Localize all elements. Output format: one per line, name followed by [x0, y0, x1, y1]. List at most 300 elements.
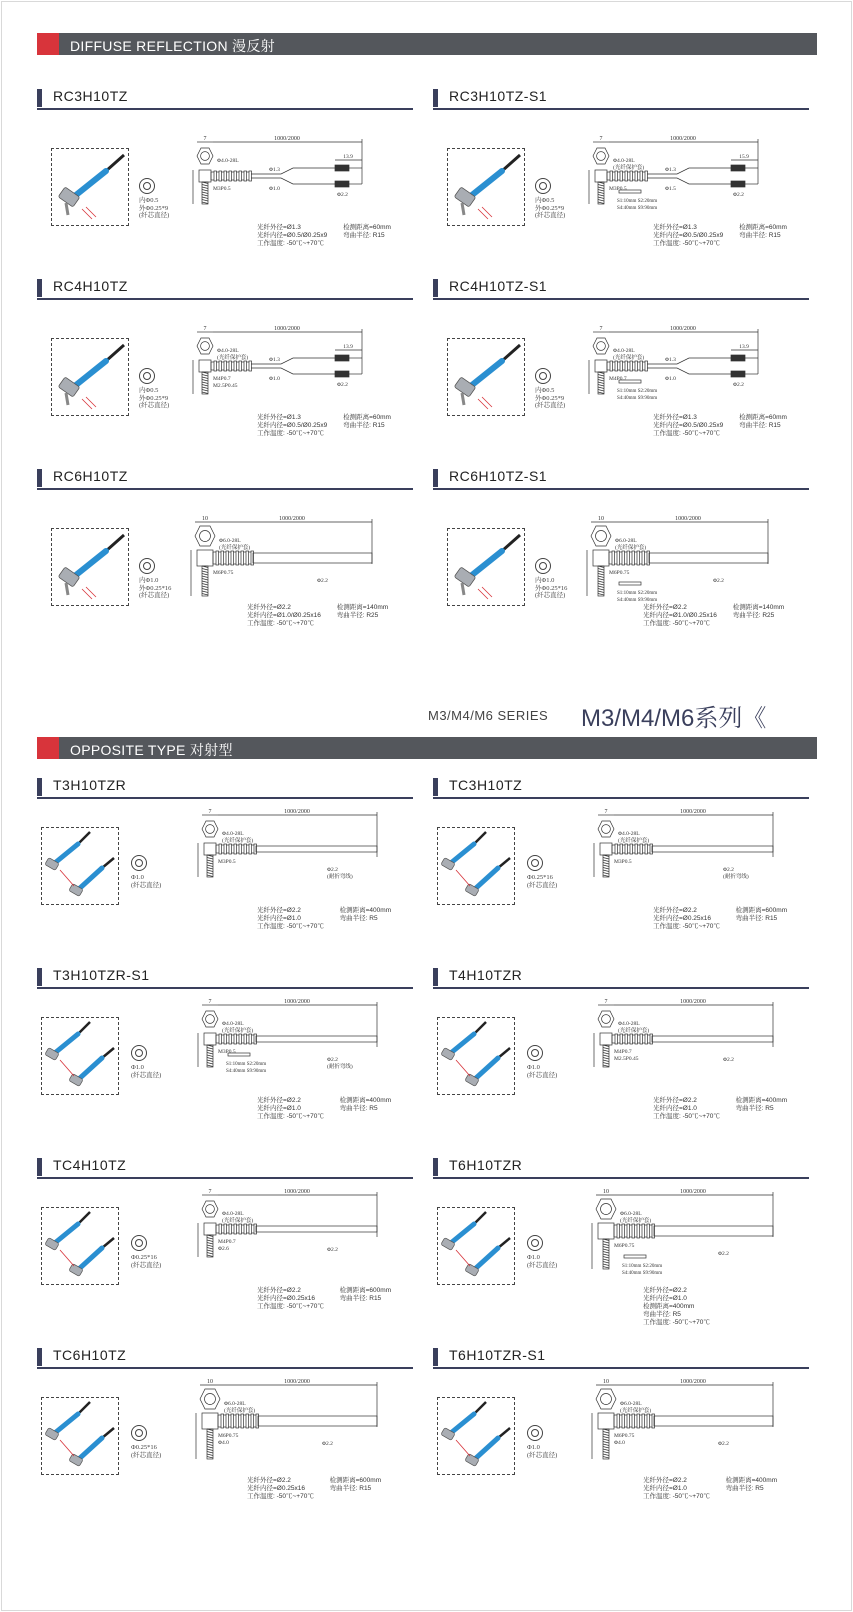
core-label: Φ1.0 (纤芯直径): [527, 1444, 558, 1459]
svg-text:13.9: 13.9: [343, 344, 353, 350]
product-header: [433, 1155, 809, 1179]
product-photo: [437, 1397, 515, 1475]
header-tick: [433, 279, 438, 297]
core-section-icon: [131, 1045, 147, 1061]
svg-text:M6P0.75: M6P0.75: [218, 1433, 239, 1439]
svg-text:7: 7: [203, 326, 207, 332]
product-photo: [41, 1397, 119, 1475]
core-section-icon: [527, 1235, 543, 1251]
spec-right: [337, 604, 388, 620]
dimension-drawing: [192, 807, 392, 922]
section-accent: [37, 33, 59, 55]
svg-text:Φ4.0: Φ4.0: [614, 1440, 625, 1446]
spec-item: 光纤内径=Ø1.0: [643, 1485, 687, 1492]
spec-right: [733, 604, 784, 620]
product-header: [37, 276, 413, 300]
core-diagram: [527, 1045, 587, 1079]
spec-item: 光纤外径=Ø2.2: [247, 604, 291, 611]
spec-right: [739, 414, 787, 430]
spec-block: [257, 907, 391, 931]
svg-text:Φ2.2: Φ2.2: [718, 1441, 729, 1447]
spec-right: [343, 224, 391, 240]
svg-text:7: 7: [208, 999, 212, 1005]
svg-text:S1:10mm S2:20mm: S1:10mm S2:20mm: [617, 591, 658, 596]
core-section-icon: [139, 178, 155, 194]
spec-item: 工作温度: -50℃~+70℃: [257, 1113, 324, 1120]
spec-item: 光纤外径=Ø2.2: [257, 1287, 301, 1294]
spec-item: 弯曲半径: R15: [739, 232, 781, 239]
spec-item: 光纤外径=Ø2.2: [653, 907, 697, 914]
spec-item: 弯曲半径: R15: [735, 915, 778, 922]
product-header: [37, 86, 413, 110]
header-tick: [37, 1158, 42, 1176]
svg-text:Φ2.2: Φ2.2: [322, 1441, 333, 1447]
product-card: [433, 466, 809, 627]
svg-text:(光纤保护套): (光纤保护套): [620, 1408, 652, 1414]
svg-text:S4:40mm S9:90mm: S4:40mm S9:90mm: [617, 206, 658, 211]
svg-text:Φ2.2: Φ2.2: [337, 192, 348, 198]
core-diagram: [527, 1425, 587, 1459]
svg-text:Φ4.0-28L: Φ4.0-28L: [618, 831, 640, 837]
svg-text:7: 7: [203, 136, 207, 142]
spec-item: 工作温度: -50℃~+70℃: [257, 923, 324, 930]
dimension-drawing: [588, 1377, 788, 1492]
svg-text:Φ2.2: Φ2.2: [733, 382, 744, 388]
spec-item: 光纤外径=Ø1.3: [257, 224, 301, 231]
svg-text:Φ1.0: Φ1.0: [269, 186, 280, 192]
series-banner: [428, 698, 818, 732]
spec-left: [653, 414, 723, 438]
spec-item: 光纤外径=Ø2.2: [643, 1477, 687, 1484]
svg-text:(光纤保护套): (光纤保护套): [222, 1218, 254, 1224]
svg-text:M3P0.5: M3P0.5: [609, 186, 627, 192]
header-tick: [37, 1348, 42, 1366]
spec-block: [257, 414, 391, 438]
core-label: Φ1.0 (纤芯直径): [131, 874, 162, 889]
product-card: [37, 965, 413, 1120]
svg-text:1000/2000: 1000/2000: [284, 1379, 310, 1385]
svg-text:Φ4.0-28L: Φ4.0-28L: [217, 158, 239, 164]
product-model: RC3H10TZ: [53, 88, 128, 104]
svg-text:S4:40mm S9:90mm: S4:40mm S9:90mm: [617, 396, 658, 401]
header-tick: [433, 1158, 438, 1176]
core-label: Φ1.0 (纤芯直径): [527, 1064, 558, 1079]
svg-text:1000/2000: 1000/2000: [284, 999, 310, 1005]
product-photo: [41, 1017, 119, 1095]
product-header: [433, 276, 809, 300]
svg-text:Φ1.0: Φ1.0: [269, 376, 280, 382]
spec-block: [247, 604, 388, 628]
spec-item: 检测距离=600mm: [339, 1287, 392, 1294]
svg-text:S1:10mm S2:20mm: S1:10mm S2:20mm: [617, 199, 658, 204]
spec-block: [653, 224, 787, 248]
svg-text:(光纤保护套): (光纤保护套): [613, 165, 645, 171]
svg-text:M3P0.5: M3P0.5: [213, 186, 231, 192]
svg-text:S4:40mm S9:90mm: S4:40mm S9:90mm: [622, 1271, 663, 1276]
spec-left: [257, 1287, 324, 1311]
svg-text:7: 7: [208, 1189, 212, 1195]
spec-item: 光纤内径=Ø0.25x16: [247, 1485, 305, 1492]
svg-text:10: 10: [603, 1379, 609, 1385]
svg-text:(光纤保护套): (光纤保护套): [618, 1028, 650, 1034]
svg-text:Φ2.2: Φ2.2: [713, 578, 724, 584]
spec-item: 弯曲半径: R5: [339, 1105, 378, 1112]
section-opposite-header: [37, 737, 817, 759]
core-section-icon: [131, 855, 147, 871]
core-label: Φ0.25*16 (纤芯直径): [131, 1444, 162, 1459]
svg-text:1000/2000: 1000/2000: [680, 999, 706, 1005]
product-header: [433, 1345, 809, 1369]
product-card: [433, 86, 809, 247]
svg-text:Φ4.0-28L: Φ4.0-28L: [217, 348, 239, 354]
svg-text:(光纤保护套): (光纤保护套): [613, 355, 645, 361]
svg-text:Φ2.2: Φ2.2: [327, 867, 338, 873]
spec-item: 光纤内径=Ø1.0/Ø0.25x16: [643, 612, 717, 619]
product-header: [37, 965, 413, 989]
spec-block: [257, 1097, 391, 1121]
svg-text:Φ1.0: Φ1.0: [665, 376, 676, 382]
core-diagram: [131, 1235, 191, 1269]
spec-item: 检测距离=60mm: [343, 224, 391, 231]
spec-item: 检测距离=600mm: [735, 907, 788, 914]
svg-text:Φ6.0-28L: Φ6.0-28L: [620, 1211, 642, 1217]
spec-item: 检测距离=140mm: [336, 604, 389, 611]
core-label: 内Φ0.5 外Φ0.25*9 (纤芯直径): [139, 387, 170, 409]
spec-right: [739, 224, 787, 240]
svg-text:Φ2.2: Φ2.2: [317, 578, 328, 584]
svg-text:1000/2000: 1000/2000: [675, 516, 701, 522]
product-card: [433, 965, 809, 1120]
product-header: [37, 1345, 413, 1369]
spec-right: [736, 907, 787, 923]
svg-text:(光纤保护套): (光纤保护套): [618, 838, 650, 844]
header-tick: [433, 89, 438, 107]
core-diagram: [131, 1045, 191, 1079]
svg-text:M4P0.7: M4P0.7: [218, 1239, 236, 1245]
product-card: [37, 86, 413, 247]
svg-text:(光纤保护套): (光纤保护套): [222, 1028, 254, 1034]
core-label: 内Φ0.5 外Φ0.25*9 (纤芯直径): [535, 197, 566, 219]
spec-right: [343, 414, 391, 430]
section-title: OPPOSITE TYPE 对射型: [70, 742, 233, 758]
spec-item: 光纤外径=Ø2.2: [257, 907, 301, 914]
product-photo: [41, 1207, 119, 1285]
spec-item: 弯曲半径: R15: [329, 1485, 372, 1492]
svg-text:Φ4.0-28L: Φ4.0-28L: [222, 1021, 244, 1027]
svg-text:13.9: 13.9: [343, 154, 353, 160]
spec-item: 光纤内径=Ø1.0: [643, 1295, 687, 1302]
spec-item: 弯曲半径: R25: [336, 612, 379, 619]
spec-item: 光纤内径=Ø0.25x16: [257, 1295, 315, 1302]
spec-item: 工作温度: -50℃~+70℃: [653, 240, 720, 247]
spec-item: 光纤外径=Ø1.3: [653, 224, 697, 231]
spec-right: [340, 1287, 391, 1303]
spec-left: [643, 1287, 710, 1327]
core-section-icon: [139, 558, 155, 574]
spec-item: 工作温度: -50℃~+70℃: [247, 620, 314, 627]
spec-item: 光纤外径=Ø2.2: [257, 1097, 301, 1104]
product-model: RC3H10TZ-S1: [449, 88, 548, 104]
svg-text:(光纤保护套): (光纤保护套): [224, 1408, 256, 1414]
product-model: RC6H10TZ: [53, 468, 128, 484]
spec-left: [257, 224, 327, 248]
product-card: [433, 1155, 809, 1326]
header-tick: [37, 89, 42, 107]
svg-text:13.9: 13.9: [739, 344, 749, 350]
spec-item: 光纤内径=Ø0.5/Ø0.25x9: [653, 232, 724, 239]
spec-item: 检测距离=400mm: [339, 1097, 392, 1104]
spec-item: 弯曲半径: R25: [732, 612, 775, 619]
svg-text:1000/2000: 1000/2000: [284, 1189, 310, 1195]
svg-text:Φ1.3: Φ1.3: [665, 167, 676, 173]
product-photo: [41, 827, 119, 905]
header-tick: [433, 1348, 438, 1366]
spec-item: 检测距离=60mm: [739, 414, 787, 421]
header-tick: [37, 469, 42, 487]
svg-text:1000/2000: 1000/2000: [680, 1379, 706, 1385]
section-diffuse-header: [37, 33, 817, 55]
spec-item: 检测距离=60mm: [343, 414, 391, 421]
spec-item: 检测距离=400mm: [643, 1303, 695, 1310]
core-section-icon: [131, 1425, 147, 1441]
svg-text:(光纤保护套): (光纤保护套): [615, 545, 647, 551]
spec-item: 光纤外径=Ø2.2: [247, 1477, 291, 1484]
svg-text:Φ4.0: Φ4.0: [218, 1440, 229, 1446]
svg-text:M3P0.5: M3P0.5: [614, 859, 632, 865]
spec-left: [643, 604, 717, 628]
svg-text:M2.5P0.45: M2.5P0.45: [213, 383, 238, 389]
core-label: Φ0.25*16 (纤芯直径): [131, 1254, 162, 1269]
svg-text:Φ4.0-28L: Φ4.0-28L: [222, 831, 244, 837]
product-header: [37, 775, 413, 799]
product-model: T6H10TZR-S1: [449, 1347, 546, 1363]
header-tick: [433, 469, 438, 487]
svg-text:Φ2.2: Φ2.2: [337, 382, 348, 388]
product-model: TC3H10TZ: [449, 777, 523, 793]
spec-item: 光纤内径=Ø1.0: [653, 1105, 697, 1112]
spec-block: [247, 1477, 381, 1501]
spec-right: [340, 907, 391, 923]
core-section-icon: [527, 855, 543, 871]
svg-text:1000/2000: 1000/2000: [274, 136, 300, 142]
product-card: [433, 1345, 809, 1500]
svg-text:M3P0.5: M3P0.5: [218, 1049, 236, 1055]
svg-text:S4:40mm S9:90mm: S4:40mm S9:90mm: [226, 1069, 267, 1074]
core-label: Φ1.0 (纤芯直径): [527, 1254, 558, 1269]
svg-text:M3P0.5: M3P0.5: [218, 859, 236, 865]
spec-right: [340, 1097, 391, 1113]
svg-text:(耐折弯线): (耐折弯线): [723, 874, 749, 880]
svg-text:15.9: 15.9: [739, 154, 749, 160]
spec-item: 弯曲半径: R5: [339, 915, 378, 922]
core-label: 内Φ1.0 外Φ0.25*16 (纤芯直径): [139, 577, 172, 599]
product-photo: [447, 148, 525, 226]
product-photo: [447, 338, 525, 416]
spec-item: 弯曲半径: R5: [725, 1485, 764, 1492]
header-tick: [37, 968, 42, 986]
svg-text:M4P0.7: M4P0.7: [213, 376, 231, 382]
product-model: RC4H10TZ-S1: [449, 278, 548, 294]
spec-item: 光纤内径=Ø0.5/Ø0.25x9: [257, 232, 328, 239]
svg-text:M4P0.7: M4P0.7: [614, 1049, 632, 1055]
core-section-icon: [527, 1045, 543, 1061]
spec-item: 工作温度: -50℃~+70℃: [653, 923, 720, 930]
core-diagram: [527, 1235, 587, 1269]
spec-item: 光纤外径=Ø2.2: [653, 1097, 697, 1104]
dimension-drawing: [192, 1377, 392, 1492]
product-header: [37, 466, 413, 490]
product-header: [433, 86, 809, 110]
spec-item: 光纤内径=Ø0.5/Ø0.25x9: [653, 422, 724, 429]
svg-text:M2.5P0.45: M2.5P0.45: [614, 1056, 639, 1062]
core-label: 内Φ0.5 外Φ0.25*9 (纤芯直径): [535, 387, 566, 409]
svg-text:Φ2.2: Φ2.2: [327, 1247, 338, 1253]
section-accent: [37, 737, 59, 759]
svg-text:Φ2.2: Φ2.2: [723, 1057, 734, 1063]
spec-item: 弯曲半径: R15: [339, 1295, 382, 1302]
svg-text:1000/2000: 1000/2000: [680, 1189, 706, 1195]
svg-text:Φ2.2: Φ2.2: [723, 867, 734, 873]
dimension-drawing: [588, 997, 788, 1112]
product-photo: [437, 827, 515, 905]
spec-block: [643, 1287, 726, 1327]
svg-text:(光纤保护套): (光纤保护套): [222, 838, 254, 844]
spec-item: 光纤内径=Ø0.25x16: [653, 915, 711, 922]
svg-text:Φ1.3: Φ1.3: [269, 357, 280, 363]
svg-text:Φ6.0-28L: Φ6.0-28L: [620, 1401, 642, 1407]
spec-left: [247, 1477, 314, 1501]
spec-item: 检测距离=600mm: [329, 1477, 382, 1484]
header-tick: [433, 778, 438, 796]
series-label: M3/M4/M6 SERIES: [428, 708, 549, 723]
section-title: DIFFUSE REFLECTION 漫反射: [70, 38, 275, 54]
core-diagram: [131, 1425, 191, 1459]
product-photo: [51, 528, 129, 606]
svg-text:Φ4.0-28L: Φ4.0-28L: [222, 1211, 244, 1217]
product-card: [37, 276, 413, 437]
svg-text:1000/2000: 1000/2000: [670, 136, 696, 142]
svg-text:S4:40mm S9:90mm: S4:40mm S9:90mm: [617, 598, 658, 603]
spec-item: 光纤内径=Ø1.0: [257, 1105, 301, 1112]
spec-right: [736, 1097, 787, 1113]
product-header: [433, 466, 809, 490]
spec-right: [726, 1477, 777, 1493]
spec-item: 检测距离=60mm: [739, 224, 787, 231]
svg-text:(光纤保护套): (光纤保护套): [620, 1218, 652, 1224]
svg-text:7: 7: [599, 326, 603, 332]
spec-block: [257, 1287, 391, 1311]
core-section-icon: [535, 368, 551, 384]
spec-left: [653, 224, 723, 248]
spec-left: [257, 414, 327, 438]
svg-text:(耐折弯线): (耐折弯线): [327, 874, 353, 880]
svg-text:M4P0.7: M4P0.7: [609, 376, 627, 382]
core-diagram: [527, 855, 587, 889]
svg-text:Φ6.0-28L: Φ6.0-28L: [224, 1401, 246, 1407]
spec-left: [257, 907, 324, 931]
svg-text:(光纤保护套): (光纤保护套): [219, 545, 251, 551]
svg-text:1000/2000: 1000/2000: [274, 326, 300, 332]
svg-text:Φ1.3: Φ1.3: [269, 167, 280, 173]
svg-text:M6P0.75: M6P0.75: [614, 1243, 635, 1249]
dimension-drawing: [588, 807, 788, 922]
core-diagram: [131, 855, 191, 889]
svg-text:1000/2000: 1000/2000: [670, 326, 696, 332]
core-section-icon: [131, 1235, 147, 1251]
spec-item: 弯曲半径: R5: [735, 1105, 774, 1112]
spec-item: 工作温度: -50℃~+70℃: [643, 620, 710, 627]
spec-item: 弯曲半径: R15: [343, 422, 385, 429]
dimension-drawing: [588, 1187, 788, 1302]
spec-item: 工作温度: -50℃~+70℃: [257, 430, 324, 437]
product-model: T3H10TZR-S1: [53, 967, 150, 983]
product-header: [433, 965, 809, 989]
product-model: RC4H10TZ: [53, 278, 128, 294]
svg-text:1000/2000: 1000/2000: [279, 516, 305, 522]
svg-text:7: 7: [604, 999, 608, 1005]
svg-text:7: 7: [599, 136, 603, 142]
dimension-drawing: [192, 997, 392, 1112]
product-model: TC4H10TZ: [53, 1157, 127, 1173]
product-model: T6H10TZR: [449, 1157, 523, 1173]
spec-block: [653, 1097, 787, 1121]
svg-text:Φ2.2: Φ2.2: [327, 1057, 338, 1063]
product-card: [37, 466, 413, 627]
svg-text:Φ6.0-28L: Φ6.0-28L: [219, 538, 241, 544]
spec-item: 工作温度: -50℃~+70℃: [247, 1493, 314, 1500]
spec-block: [643, 604, 784, 628]
spec-item: 工作温度: -50℃~+70℃: [653, 1113, 720, 1120]
product-card: [433, 276, 809, 437]
product-model: T3H10TZR: [53, 777, 127, 793]
spec-block: [643, 1477, 777, 1501]
product-header: [433, 775, 809, 799]
spec-item: 光纤外径=Ø2.2: [643, 604, 687, 611]
spec-item: 工作温度: -50℃~+70℃: [643, 1493, 710, 1500]
svg-text:Φ2.2: Φ2.2: [718, 1251, 729, 1257]
spec-left: [653, 1097, 720, 1121]
dimension-drawing: [192, 1187, 392, 1302]
product-photo: [437, 1207, 515, 1285]
product-photo: [437, 1017, 515, 1095]
core-label: Φ1.0 (纤芯直径): [131, 1064, 162, 1079]
spec-item: 检测距离=400mm: [735, 1097, 788, 1104]
svg-text:Φ2.2: Φ2.2: [733, 192, 744, 198]
product-model: RC6H10TZ-S1: [449, 468, 548, 484]
spec-right: [330, 1477, 381, 1493]
svg-text:M6P0.75: M6P0.75: [213, 570, 234, 576]
series-title: M3/M4/M6系列《: [581, 705, 767, 732]
svg-text:M6P0.75: M6P0.75: [609, 570, 630, 576]
svg-text:Φ1.3: Φ1.3: [665, 357, 676, 363]
spec-item: 检测距离=400mm: [725, 1477, 778, 1484]
spec-item: 光纤内径=Ø1.0: [257, 915, 301, 922]
spec-item: 工作温度: -50℃~+70℃: [257, 1303, 324, 1310]
spec-item: 弯曲半径: R5: [643, 1311, 681, 1318]
spec-item: 光纤内径=Ø1.0/Ø0.25x16: [247, 612, 321, 619]
product-photo: [447, 528, 525, 606]
spec-item: 光纤外径=Ø1.3: [257, 414, 301, 421]
svg-text:10: 10: [603, 1189, 609, 1195]
product-card: [37, 775, 413, 930]
spec-item: 检测距离=400mm: [339, 907, 392, 914]
svg-text:10: 10: [598, 516, 604, 522]
spec-item: 工作温度: -50℃~+70℃: [643, 1319, 710, 1326]
product-model: T4H10TZR: [449, 967, 523, 983]
spec-left: [653, 907, 720, 931]
core-label: 内Φ0.5 外Φ0.25*9 (纤芯直径): [139, 197, 170, 219]
spec-item: 工作温度: -50℃~+70℃: [653, 430, 720, 437]
